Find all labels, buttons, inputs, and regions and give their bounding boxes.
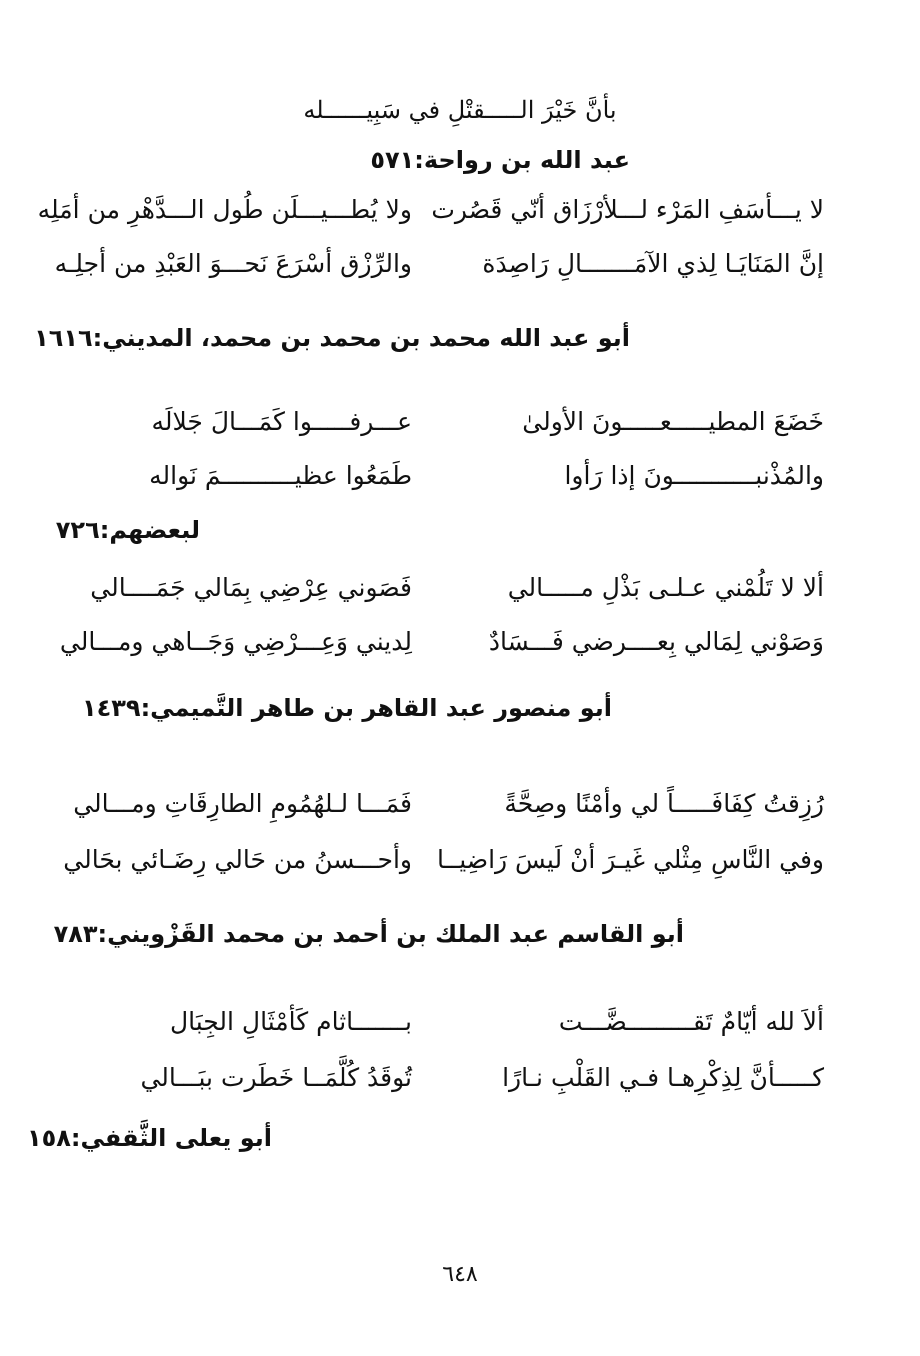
verse-first-hemistich: والمُذْنبـــــــــــونَ إذا رَأوا xyxy=(564,461,824,490)
poet-heading: عبد الله بن رواحة:٥٧١ xyxy=(370,146,630,174)
verse-second-hemistich: بـــــــاثام كَأمْثَالِ الجِبَال xyxy=(169,1007,412,1036)
poet-heading: أبو القاسم عبد الملك بن أحمد بن محمد القَزْويني:٧٨٣ xyxy=(53,920,684,948)
verse-second-hemistich: والرِّزْق أسْرَعَ نَحـــوَ العَبْدِ من أجلِـه xyxy=(54,249,412,278)
verse-first-hemistich: رُزِقتُ كِفَافَـــــاً لي وأمْنًا وصِحَّةً xyxy=(504,789,824,818)
page-number: ٦٤٨ xyxy=(442,1262,478,1287)
poet-heading: أبو يعلى الثَّقفي:١٥٨ xyxy=(26,1124,272,1152)
verse-second-hemistich: طَمَعُوا عظيــــــــــمَ نَواله xyxy=(149,461,412,490)
verse-first-hemistich: إنَّ المَنَايَـا لِذي الآمَـــــــالِ رَاصِدَة xyxy=(482,249,824,278)
verse-first-hemistich: ألاَ لله أيّامٌ تَقـــــــــضَّـــت xyxy=(558,1007,824,1036)
poet-heading: أبو عبد الله محمد بن محمد بن محمد، المديني:١٦١٦ xyxy=(34,324,630,352)
verse-second-hemistich: عـــرفـــــوا كَمَـــالَ جَلالَه xyxy=(151,407,412,436)
verse-second-hemistich: تُوقَدُ كُلَّمَــا خَطَرت ببَـــالي xyxy=(140,1063,412,1092)
verse-first-hemistich: ألا لا تَلُمْني عـلـى بَذْلِ مـــــالي xyxy=(507,573,824,602)
verse-second-hemistich: فَمَـــا لـلهُمُومِ الطارِقَاتِ ومـــالي xyxy=(73,789,412,818)
verse-first-hemistich: وفي النَّاسِ مِثْلي غَيـرَ أنْ لَيسَ رَاضِيــا xyxy=(437,845,824,874)
verse-second-hemistich: لِديني وَعِـــرْضِي وَجَــاهي ومـــالي xyxy=(59,627,412,656)
poet-heading: لبعضهم:٧٢٦ xyxy=(55,516,200,544)
verse-first-hemistich: لا يـــأسَفِ المَرْء لـــلأرْزَاق أنّي قَصُرت xyxy=(431,195,824,224)
running-header: بأنَّ خَيْرَ الـــــقتْلِ في سَبِيــــــله xyxy=(303,96,617,124)
verse-first-hemistich: خَضَعَ المطيـــــعـــــونَ الأولىٰ xyxy=(522,407,824,436)
verse-first-hemistich: كـــــأنَّ لِذِكْرِهـا فـي القَلْبِ نـارًا xyxy=(502,1063,824,1092)
verse-first-hemistich: وَصَوْني لِمَالي بِعــــرضي فَـــسَادٌ xyxy=(488,627,824,656)
verse-second-hemistich: وأحـــسنُ من حَالي رِضَـائي بحَالي xyxy=(63,845,412,874)
verse-second-hemistich: ولا يُطـــيـــلَن طُول الـــدَّهْرِ من أمَلِه xyxy=(37,195,412,224)
poet-heading: أبو منصور عبد القاهر بن طاهر التَّميمي:١٤٣٩ xyxy=(81,694,612,722)
verse-second-hemistich: فَصَوني عِرْضِي بِمَالي جَمَــــالي xyxy=(90,573,412,602)
